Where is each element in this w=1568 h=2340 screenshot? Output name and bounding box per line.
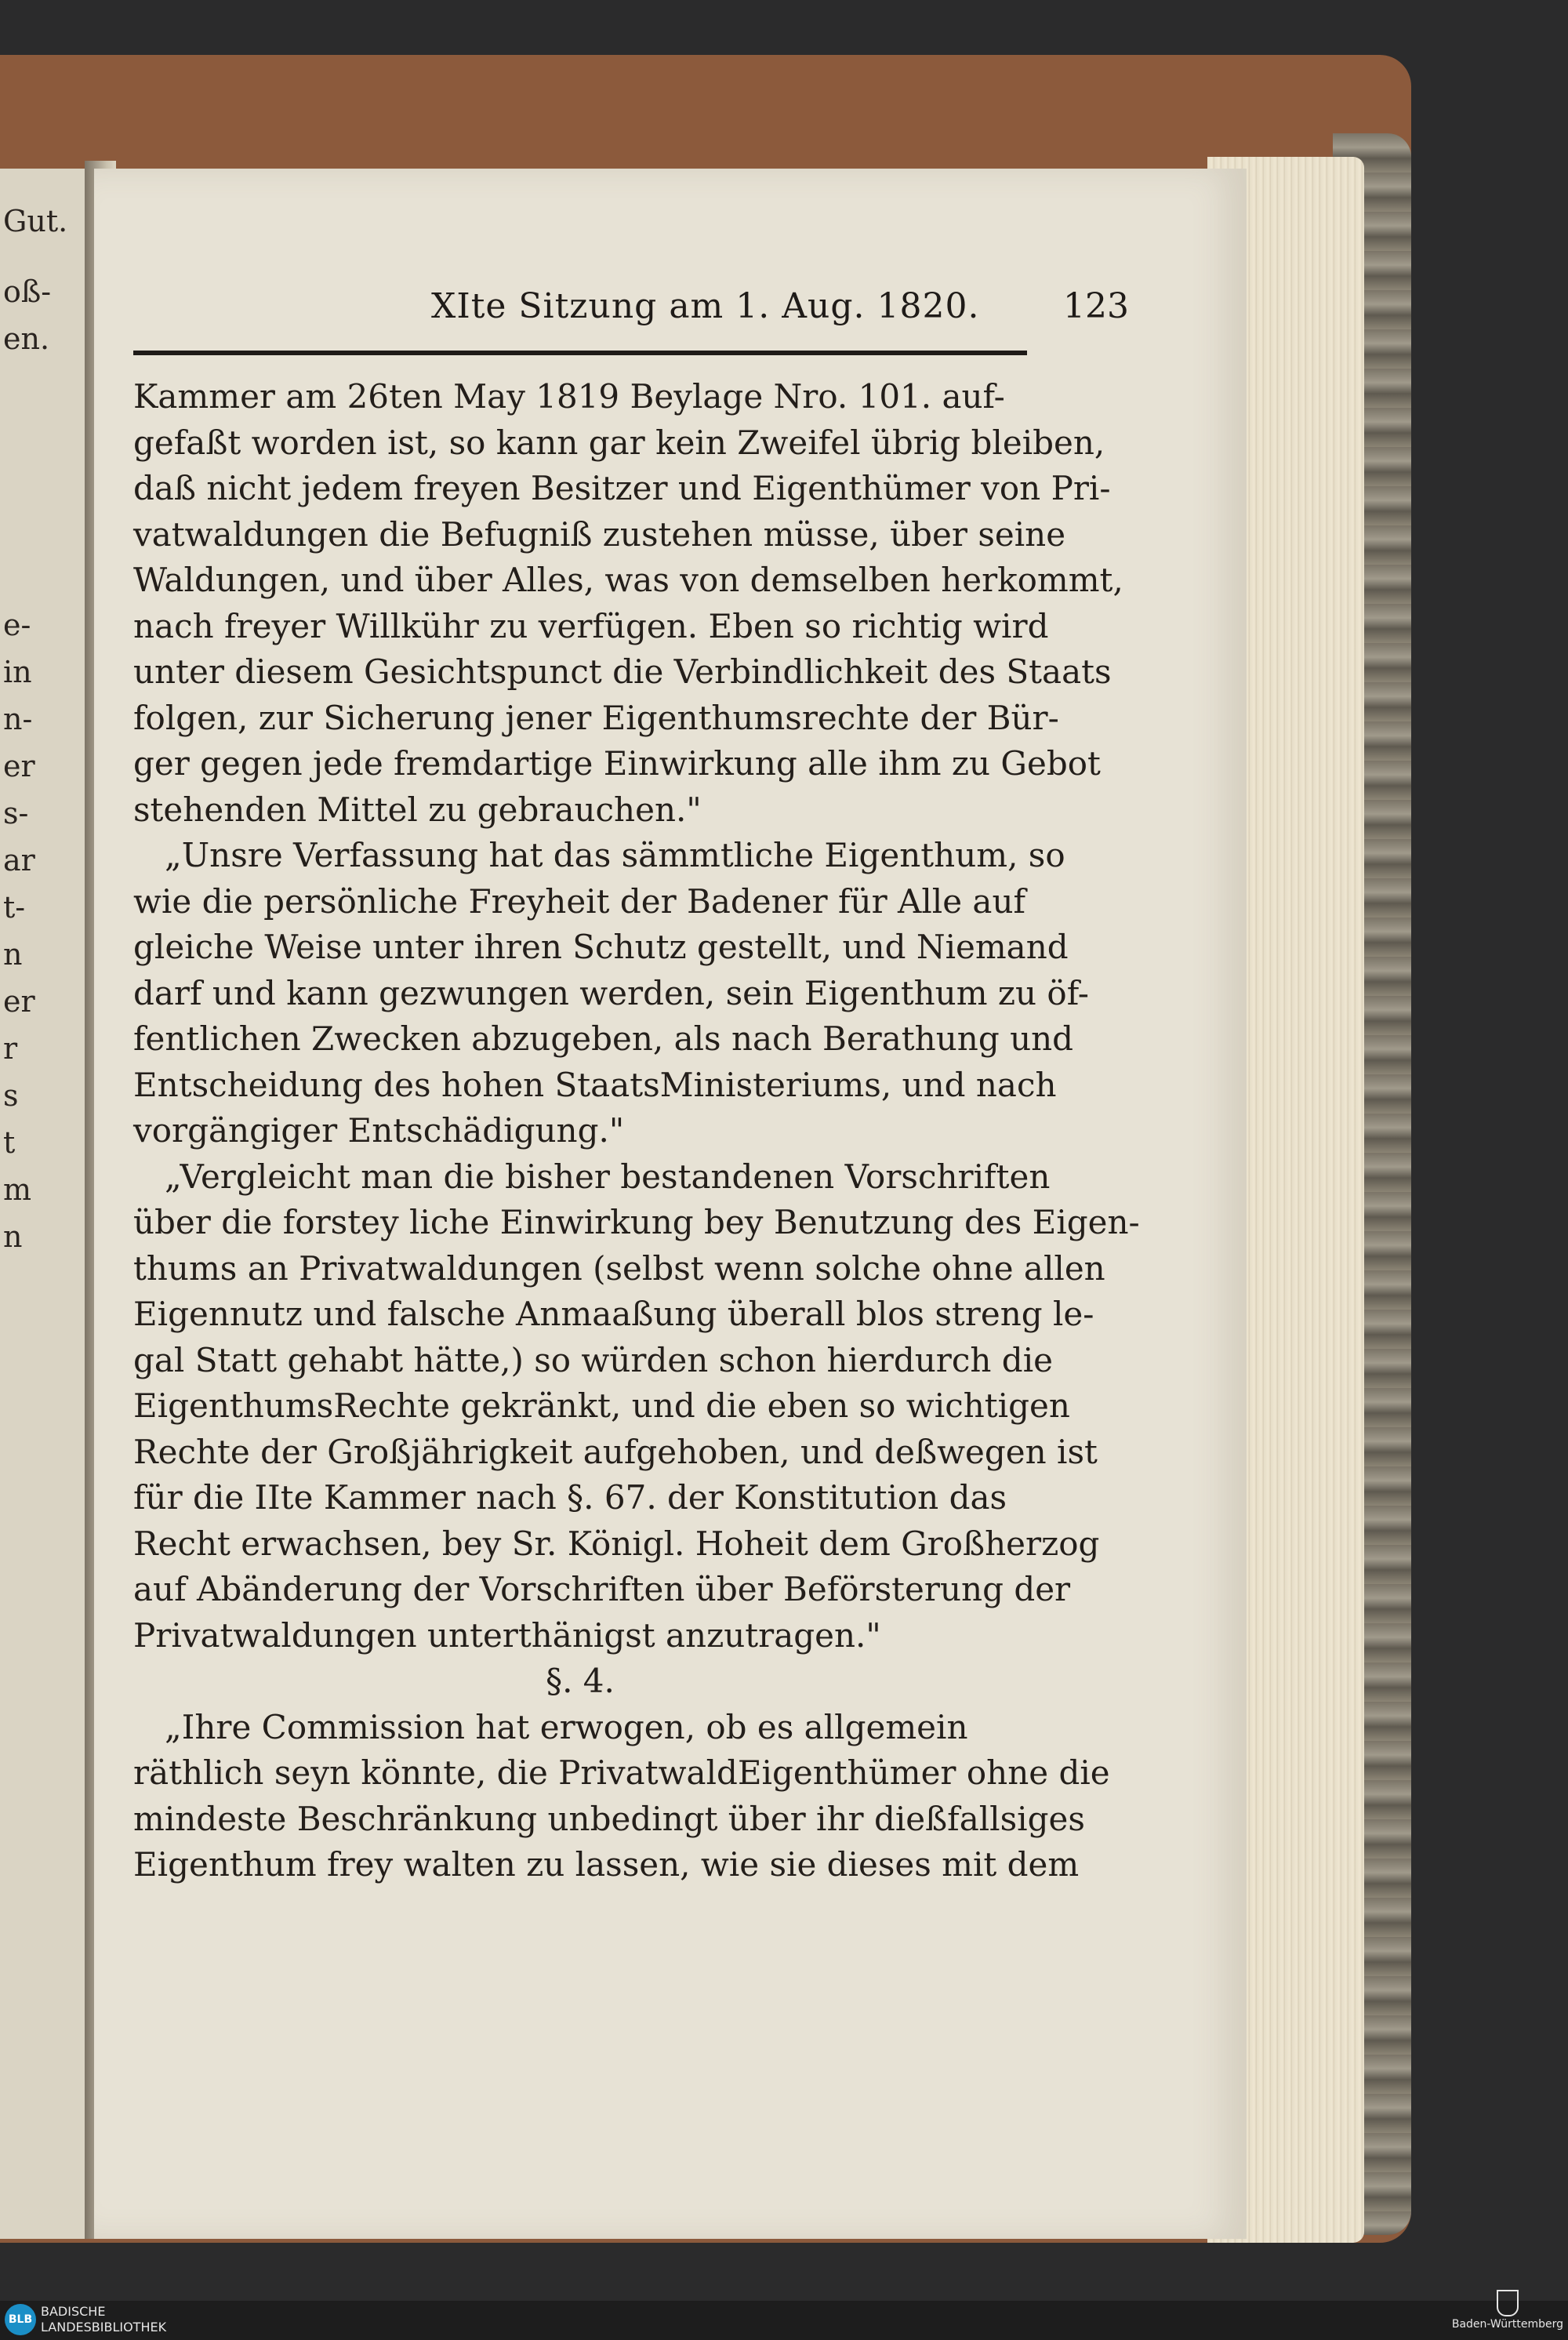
left-page-fragment: n- [3, 702, 33, 736]
left-page-fragment: oß- [3, 274, 52, 309]
text-line: gefaßt worden ist, so kann gar kein Zweifel übrig bleiben, [133, 423, 1105, 462]
left-page-fragment: e- [3, 608, 31, 642]
library-name [41, 2304, 166, 2335]
running-header [321, 286, 1129, 333]
left-page-fragment: in [3, 655, 32, 689]
left-page-fragment: m [3, 1172, 32, 1207]
text-line: für die IIte Kammer nach §. 67. der Konstitution das [133, 1478, 1007, 1517]
text-line: auf Abänderung der Vorschriften über Beförsterung der [133, 1570, 1071, 1608]
text-line: räthlich seyn könnte, die PrivatwaldEigenthümer ohne die [133, 1753, 1110, 1792]
left-page-fragment: t- [3, 890, 26, 925]
footer-bar [0, 2301, 1568, 2340]
left-page-fragment: ar [3, 843, 35, 878]
text-line: unter diesem Gesichtspunct die Verbindlichkeit des Staats [133, 652, 1112, 691]
blb-logo-icon[interactable]: BLB [5, 2304, 36, 2335]
left-page-fragment: er [3, 984, 35, 1019]
left-page-fragment: r [3, 1031, 18, 1066]
text-line: Eigenthum frey walten zu lassen, wie sie dieses mit dem [133, 1845, 1080, 1884]
header-rule [133, 351, 1027, 355]
text-line: vorgängiger Entschädigung." [133, 1111, 625, 1150]
left-page-fragment: en. [3, 322, 50, 356]
text-line: darf und kann gezwungen werden, sein Eigenthum zu öf- [133, 973, 1089, 1012]
page-number: 123 [1063, 286, 1129, 326]
left-page-fragment: s [3, 1078, 19, 1113]
text-line: Entscheidung des hohen StaatsMinisteriums, und nach [133, 1065, 1057, 1104]
text-line: gleiche Weise unter ihren Schutz gestellt, und Niemand [133, 928, 1069, 966]
text-line: fentlichen Zwecken abzugeben, als nach Berathung und [133, 1019, 1074, 1058]
text-line: „Unsre Verfassung hat das sämmtliche Eigenthum, so [165, 836, 1065, 874]
text-line: über die forstey liche Einwirkung bey Benutzung des Eigen- [133, 1203, 1140, 1241]
left-page-fragment: t [3, 1125, 16, 1160]
body-text [133, 374, 1140, 1888]
left-page-fragment: Gut. [3, 204, 68, 238]
text-line: vatwaldungen die Befugniß zustehen müsse, über seine [133, 514, 1066, 554]
text-line: §. 4. [546, 1662, 615, 1700]
header-title: XIte Sitzung am 1. Aug. 1820. [431, 286, 980, 326]
text-line: daß nicht jedem freyen Besitzer und Eigenthümer von Pri- [133, 469, 1111, 507]
text-line: wie die persönliche Freyheit der Badener für Alle auf [133, 881, 1026, 921]
text-line: mindeste Beschränkung unbedingt über ihr dießfallsiges [133, 1799, 1085, 1838]
right-page [94, 169, 1247, 2239]
text-line: gal Statt gehabt hätte,) so würden schon hierdurch die [133, 1340, 1053, 1379]
text-line: folgen, zur Sicherung jener Eigenthumsrechte der Bür- [133, 698, 1059, 737]
bw-label: Baden-Württemberg [1451, 2318, 1563, 2331]
left-page [0, 169, 86, 2239]
text-line: Privatwaldungen unterthänigst anzutragen." [133, 1615, 881, 1655]
text-line: nach freyer Willkühr zu verfügen. Eben so richtig wird [133, 606, 1049, 645]
text-line: EigenthumsRechte gekränkt, und die eben so wichtigen [133, 1386, 1070, 1425]
shield-icon [1497, 2290, 1519, 2316]
left-page-fragment: n [3, 1219, 23, 1254]
text-line: Eigennutz und falsche Anmaaßung überall blos streng le- [133, 1295, 1094, 1333]
left-page-fragment: er [3, 749, 35, 783]
text-line: Waldungen, und über Alles, was von demselben herkommt, [133, 561, 1123, 599]
text-line: Recht erwachsen, bey Sr. Königl. Hoheit dem Großherzog [133, 1524, 1100, 1563]
bw-logo [1452, 2290, 1563, 2331]
text-line: „Ihre Commission hat erwogen, ob es allgemein [165, 1707, 968, 1746]
text-line: ger gegen jede fremdartige Einwirkung alle ihm zu Gebot [133, 744, 1101, 783]
text-line: Kammer am 26ten May 1819 Beylage Nro. 101. auf- [133, 377, 1005, 416]
left-page-fragment: s- [3, 796, 29, 830]
library-name-line2: LANDESBIBLIOTHEK [41, 2320, 167, 2335]
text-line: Rechte der Großjährigkeit aufgehoben, und deßwegen ist [133, 1432, 1098, 1471]
text-line: „Vergleicht man die bisher bestandenen Vorschriften [165, 1157, 1051, 1196]
left-page-fragment: n [3, 937, 23, 972]
text-line: stehenden Mittel zu gebrauchen." [133, 790, 702, 829]
library-name-line1: BADISCHE [41, 2304, 106, 2319]
text-line: thums an Privatwaldungen (selbst wenn solche ohne allen [133, 1248, 1105, 1288]
